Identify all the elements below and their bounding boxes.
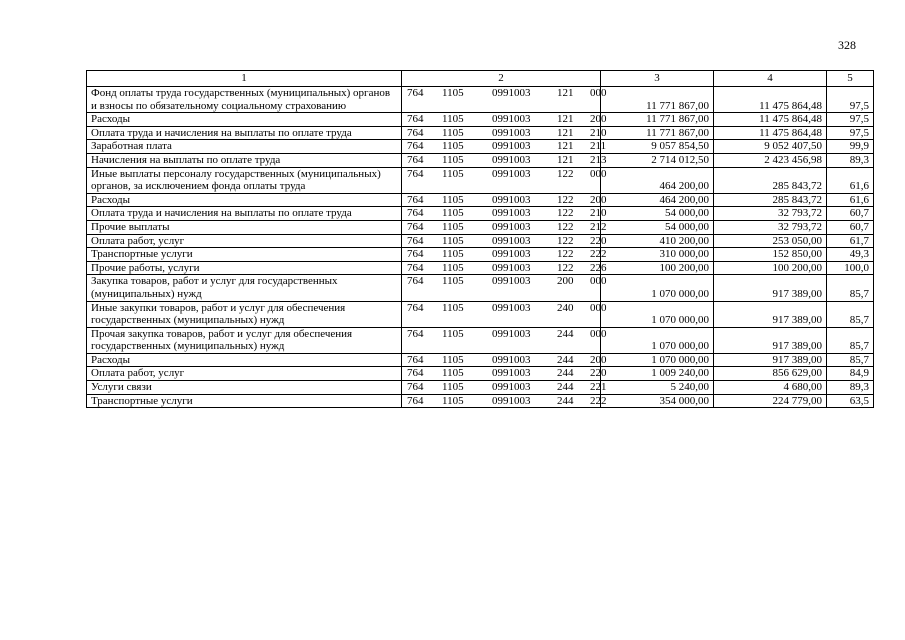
- code-part-5: 226: [590, 261, 607, 274]
- code-part-5: 222: [590, 248, 607, 261]
- table-row: [87, 153, 874, 167]
- row-name: Иные выплаты персоналу государственных (муниципальных) органов, за исключением фонда оплаты труда: [87, 167, 402, 193]
- row-percent: 85,7: [827, 301, 874, 327]
- row-plan: 464 200,00: [601, 167, 714, 193]
- row-plan: 9 057 854,50: [601, 140, 714, 154]
- code-part-1: 764: [407, 301, 424, 314]
- row-fact: 32 793,72: [714, 220, 827, 234]
- code-part-5: 000: [590, 87, 607, 99]
- row-code: [402, 126, 607, 140]
- table-row: [87, 126, 874, 140]
- code-part-2: 1105: [442, 234, 464, 247]
- code-part-3: 0991003: [492, 301, 531, 314]
- code-part-3: 0991003: [492, 207, 531, 220]
- code-part-4: 240: [557, 301, 574, 314]
- row-name: Расходы: [87, 113, 402, 127]
- row-plan: 1 070 000,00: [601, 327, 714, 353]
- code-part-3: 0991003: [492, 394, 531, 407]
- code-part-4: 121: [557, 126, 574, 139]
- code-part-2: 1105: [442, 167, 464, 180]
- row-fact: 253 050,00: [714, 234, 827, 248]
- row-code: [402, 220, 607, 234]
- code-part-1: 764: [407, 220, 424, 233]
- code-part-3: 0991003: [492, 248, 531, 261]
- table-row: [87, 167, 874, 193]
- row-name: Фонд оплаты труда государственных (муниципальных) органов и взносы по обязательному социальному страхованию: [87, 87, 402, 113]
- code-part-3: 0991003: [492, 153, 531, 166]
- row-code: [402, 394, 607, 408]
- code-part-1: 764: [407, 207, 424, 220]
- row-plan: 464 200,00: [601, 193, 714, 207]
- row-code: [402, 327, 607, 353]
- row-fact: 917 389,00: [714, 301, 827, 327]
- row-percent: 99,9: [827, 140, 874, 154]
- row-name: Оплата работ, услуг: [87, 367, 402, 381]
- row-percent: 97,5: [827, 113, 874, 127]
- code-part-4: 122: [557, 261, 574, 274]
- code-part-3: 0991003: [492, 327, 531, 340]
- row-code: [402, 367, 607, 381]
- row-plan: 410 200,00: [601, 234, 714, 248]
- code-part-2: 1105: [442, 220, 464, 233]
- code-part-5: 000: [590, 275, 607, 288]
- code-part-2: 1105: [442, 394, 464, 407]
- code-part-1: 764: [407, 367, 424, 380]
- row-name: Транспортные услуги: [87, 248, 402, 262]
- code-part-2: 1105: [442, 113, 464, 126]
- budget-table: [86, 70, 874, 408]
- table-row: [87, 113, 874, 127]
- row-name: Прочая закупка товаров, работ и услуг для обеспечения государственных (муниципальных) нужд: [87, 327, 402, 353]
- row-fact: 4 680,00: [714, 381, 827, 395]
- code-part-1: 764: [407, 248, 424, 261]
- code-part-5: 210: [590, 207, 607, 220]
- row-code: [402, 381, 607, 395]
- row-percent: 100,0: [827, 261, 874, 275]
- code-part-5: 212: [590, 220, 607, 233]
- row-code: [402, 353, 607, 367]
- code-part-4: 244: [557, 367, 574, 380]
- code-part-2: 1105: [442, 261, 464, 274]
- code-part-1: 764: [407, 113, 424, 126]
- code-part-1: 764: [407, 153, 424, 166]
- code-part-1: 764: [407, 353, 424, 366]
- row-plan: 11 771 867,00: [601, 126, 714, 140]
- table-row: [87, 367, 874, 381]
- row-code: [402, 167, 607, 193]
- code-part-1: 764: [407, 126, 424, 139]
- code-part-1: 764: [407, 167, 424, 180]
- row-name: Расходы: [87, 193, 402, 207]
- row-plan: 354 000,00: [601, 394, 714, 408]
- code-part-4: 121: [557, 153, 574, 166]
- row-fact: 11 475 864,48: [714, 126, 827, 140]
- row-fact: 285 843,72: [714, 193, 827, 207]
- row-fact: 32 793,72: [714, 207, 827, 221]
- row-name: Иные закупки товаров, работ и услуг для обеспечения государственных (муниципальных) нужд: [87, 301, 402, 327]
- row-fact: 152 850,00: [714, 248, 827, 262]
- row-name: Транспортные услуги: [87, 394, 402, 408]
- row-plan: 1 009 240,00: [601, 367, 714, 381]
- row-name: Расходы: [87, 353, 402, 367]
- code-part-1: 764: [407, 234, 424, 247]
- code-part-2: 1105: [442, 381, 464, 394]
- code-part-3: 0991003: [492, 167, 531, 180]
- code-part-5: 200: [590, 113, 607, 126]
- code-part-5: 000: [590, 327, 607, 340]
- code-part-2: 1105: [442, 207, 464, 220]
- code-part-5: 200: [590, 193, 607, 206]
- code-part-4: 122: [557, 220, 574, 233]
- row-plan: 11 771 867,00: [601, 113, 714, 127]
- header-col-5: 5: [827, 71, 874, 87]
- code-part-2: 1105: [442, 353, 464, 366]
- code-part-3: 0991003: [492, 367, 531, 380]
- row-name: Заработная плата: [87, 140, 402, 154]
- code-part-5: 211: [590, 140, 607, 153]
- row-percent: 84,9: [827, 367, 874, 381]
- code-part-3: 0991003: [492, 193, 531, 206]
- row-fact: 11 475 864,48: [714, 113, 827, 127]
- code-part-2: 1105: [442, 248, 464, 261]
- code-part-2: 1105: [442, 153, 464, 166]
- row-code: [402, 275, 607, 301]
- row-name: Оплата труда и начисления на выплаты по оплате труда: [87, 207, 402, 221]
- table-body: [87, 87, 874, 408]
- code-part-3: 0991003: [492, 140, 531, 153]
- row-plan: 2 714 012,50: [601, 153, 714, 167]
- code-part-1: 764: [407, 140, 424, 153]
- code-part-5: 000: [590, 167, 607, 180]
- table-row: [87, 275, 874, 301]
- header-col-4: 4: [714, 71, 827, 87]
- row-fact: 11 475 864,48: [714, 87, 827, 113]
- row-plan: 11 771 867,00: [601, 87, 714, 113]
- code-part-4: 244: [557, 381, 574, 394]
- code-part-5: 000: [590, 301, 607, 314]
- table-row: [87, 140, 874, 154]
- row-name: Начисления на выплаты по оплате труда: [87, 153, 402, 167]
- row-fact: 2 423 456,98: [714, 153, 827, 167]
- table-row: [87, 193, 874, 207]
- code-part-3: 0991003: [492, 113, 531, 126]
- row-fact: 100 200,00: [714, 261, 827, 275]
- code-part-4: 244: [557, 327, 574, 340]
- code-part-2: 1105: [442, 367, 464, 380]
- code-part-5: 220: [590, 367, 607, 380]
- code-part-3: 0991003: [492, 353, 531, 366]
- table-row: [87, 87, 874, 113]
- row-fact: 856 629,00: [714, 367, 827, 381]
- header-row: [87, 71, 874, 87]
- code-part-3: 0991003: [492, 126, 531, 139]
- code-part-5: 222: [590, 394, 607, 407]
- table-row: [87, 381, 874, 395]
- code-part-3: 0991003: [492, 87, 531, 99]
- table-row: [87, 207, 874, 221]
- code-part-3: 0991003: [492, 275, 531, 288]
- code-part-1: 764: [407, 87, 424, 99]
- code-part-4: 121: [557, 140, 574, 153]
- code-part-3: 0991003: [492, 220, 531, 233]
- row-percent: 60,7: [827, 220, 874, 234]
- row-plan: 5 240,00: [601, 381, 714, 395]
- row-fact: 917 389,00: [714, 353, 827, 367]
- row-percent: 85,7: [827, 275, 874, 301]
- code-part-4: 121: [557, 87, 574, 99]
- code-part-3: 0991003: [492, 234, 531, 247]
- code-part-2: 1105: [442, 275, 464, 288]
- code-part-5: 200: [590, 353, 607, 366]
- code-part-4: 244: [557, 353, 574, 366]
- row-name: Прочие работы, услуги: [87, 261, 402, 275]
- row-code: [402, 301, 607, 327]
- row-plan: 310 000,00: [601, 248, 714, 262]
- row-percent: 97,5: [827, 87, 874, 113]
- row-percent: 61,7: [827, 234, 874, 248]
- row-fact: 224 779,00: [714, 394, 827, 408]
- row-percent: 60,7: [827, 207, 874, 221]
- code-part-1: 764: [407, 394, 424, 407]
- row-percent: 63,5: [827, 394, 874, 408]
- table-row: [87, 220, 874, 234]
- row-code: [402, 248, 607, 262]
- table-row: [87, 234, 874, 248]
- header-col-3: 3: [601, 71, 714, 87]
- code-part-4: 200: [557, 275, 574, 288]
- code-part-2: 1105: [442, 193, 464, 206]
- row-plan: 54 000,00: [601, 207, 714, 221]
- code-part-1: 764: [407, 275, 424, 288]
- row-fact: 917 389,00: [714, 275, 827, 301]
- code-part-5: 210: [590, 126, 607, 139]
- table-row: [87, 327, 874, 353]
- table-row: [87, 261, 874, 275]
- row-fact: 9 052 407,50: [714, 140, 827, 154]
- table-row: [87, 248, 874, 262]
- code-part-4: 122: [557, 193, 574, 206]
- row-code: [402, 113, 607, 127]
- row-percent: 85,7: [827, 353, 874, 367]
- code-part-1: 764: [407, 261, 424, 274]
- code-part-1: 764: [407, 193, 424, 206]
- row-plan: 1 070 000,00: [601, 275, 714, 301]
- row-plan: 100 200,00: [601, 261, 714, 275]
- code-part-1: 764: [407, 381, 424, 394]
- row-percent: 97,5: [827, 126, 874, 140]
- row-name: Оплата работ, услуг: [87, 234, 402, 248]
- row-code: [402, 153, 607, 167]
- code-part-4: 122: [557, 207, 574, 220]
- row-name: Закупка товаров, работ и услуг для государственных (муниципальных) нужд: [87, 275, 402, 301]
- header-col-2: 2: [402, 71, 601, 87]
- code-part-4: 121: [557, 113, 574, 126]
- code-part-4: 122: [557, 234, 574, 247]
- row-percent: 89,3: [827, 153, 874, 167]
- code-part-2: 1105: [442, 126, 464, 139]
- code-part-2: 1105: [442, 327, 464, 340]
- row-code: [402, 87, 607, 113]
- row-code: [402, 261, 607, 275]
- row-percent: 49,3: [827, 248, 874, 262]
- table-row: [87, 301, 874, 327]
- row-name: Оплата труда и начисления на выплаты по оплате труда: [87, 126, 402, 140]
- row-percent: 85,7: [827, 327, 874, 353]
- code-part-2: 1105: [442, 301, 464, 314]
- code-part-1: 764: [407, 327, 424, 340]
- row-percent: 61,6: [827, 193, 874, 207]
- page-number: 328: [838, 38, 856, 52]
- row-code: [402, 234, 607, 248]
- code-part-3: 0991003: [492, 381, 531, 394]
- row-name: Прочие выплаты: [87, 220, 402, 234]
- table-row: [87, 394, 874, 408]
- code-part-5: 220: [590, 234, 607, 247]
- code-part-4: 122: [557, 248, 574, 261]
- code-part-2: 1105: [442, 87, 464, 99]
- row-plan: 1 070 000,00: [601, 301, 714, 327]
- row-name: Услуги связи: [87, 381, 402, 395]
- row-code: [402, 193, 607, 207]
- code-part-3: 0991003: [492, 261, 531, 274]
- code-part-5: 221: [590, 381, 607, 394]
- row-code: [402, 207, 607, 221]
- row-fact: 917 389,00: [714, 327, 827, 353]
- table-row: [87, 353, 874, 367]
- code-part-4: 244: [557, 394, 574, 407]
- code-part-4: 122: [557, 167, 574, 180]
- row-code: [402, 140, 607, 154]
- header-col-1: 1: [87, 71, 402, 87]
- code-part-5: 213: [590, 153, 607, 166]
- row-plan: 54 000,00: [601, 220, 714, 234]
- code-part-2: 1105: [442, 140, 464, 153]
- row-percent: 61,6: [827, 167, 874, 193]
- row-fact: 285 843,72: [714, 167, 827, 193]
- row-percent: 89,3: [827, 381, 874, 395]
- row-plan: 1 070 000,00: [601, 353, 714, 367]
